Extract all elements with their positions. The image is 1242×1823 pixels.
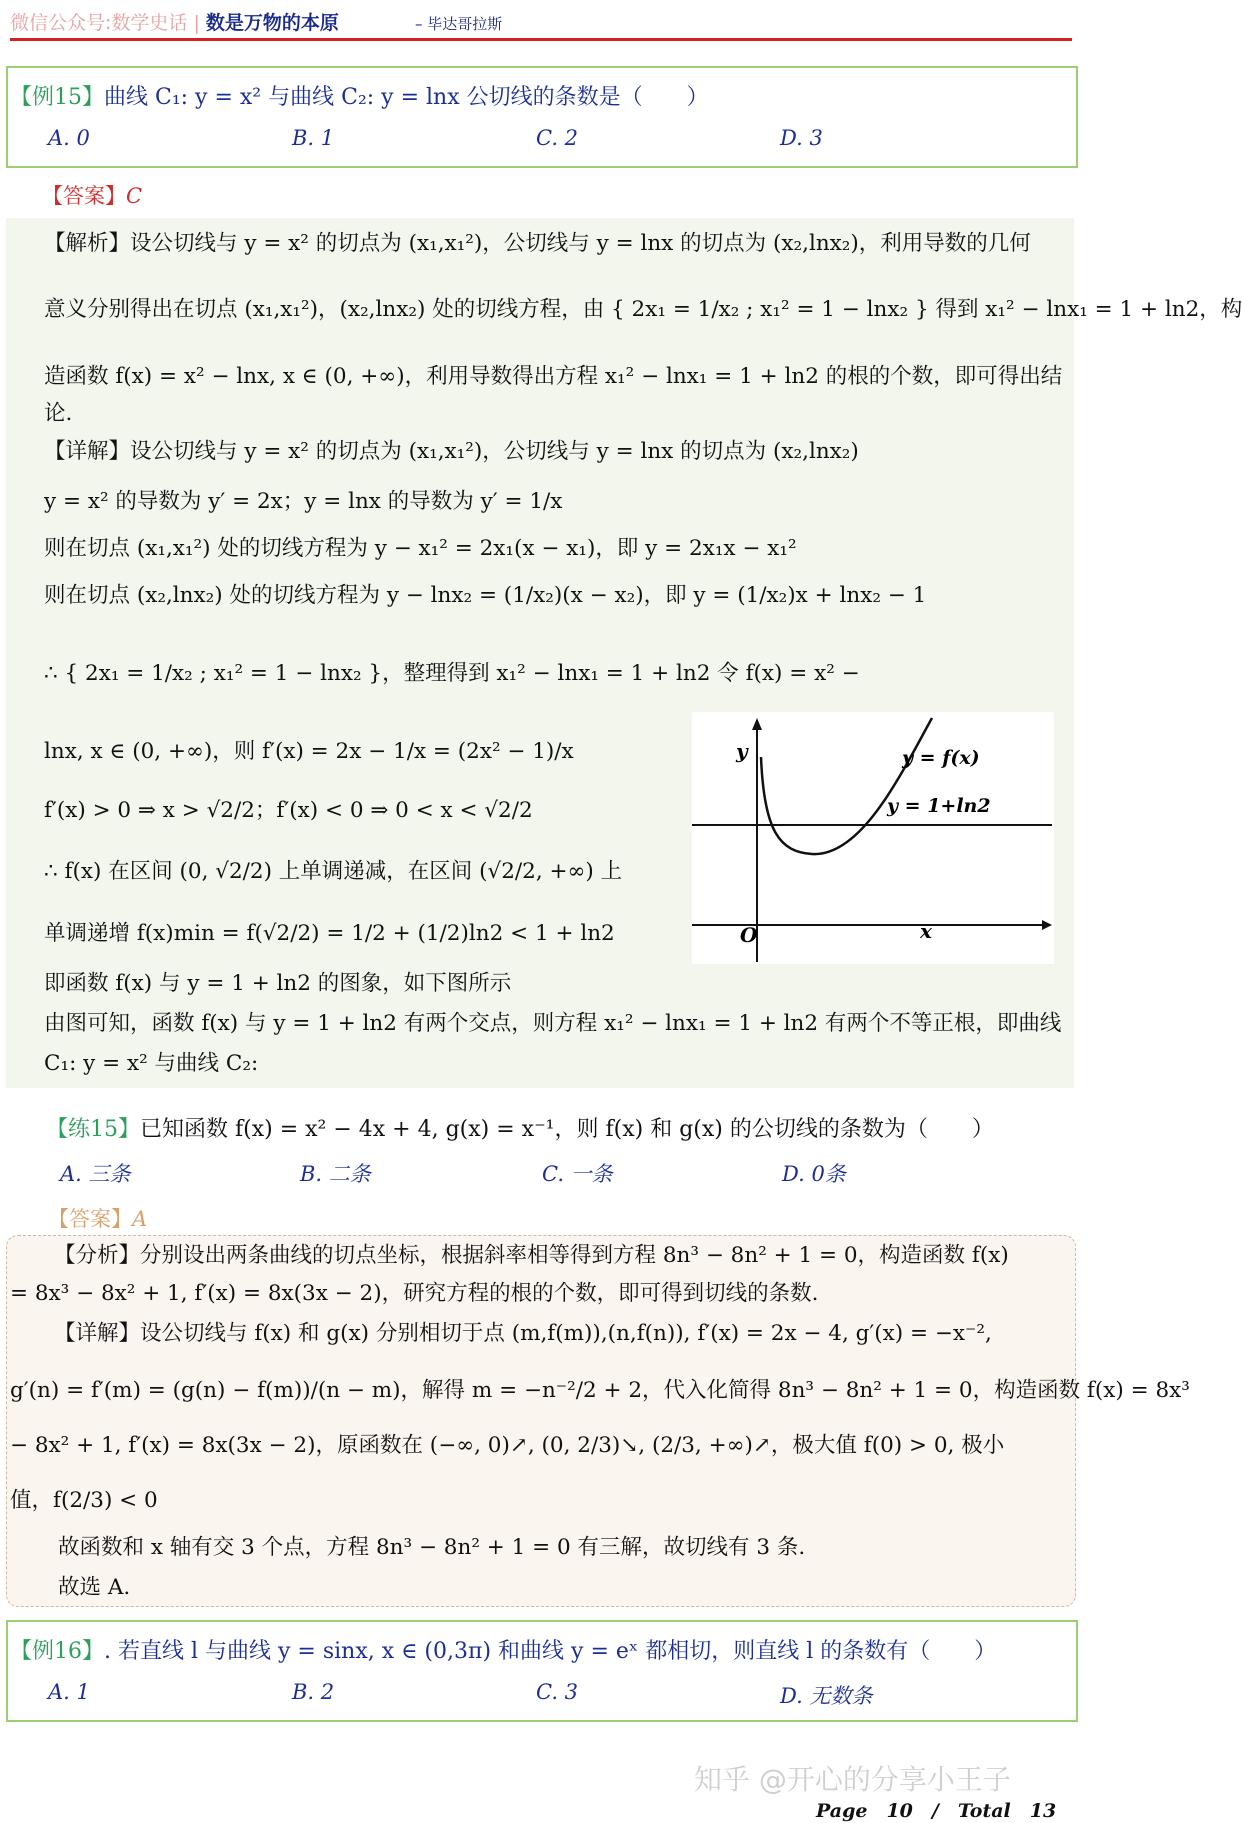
example-15-tag: 【例15】 (10, 85, 104, 110)
header-divider (10, 38, 1072, 41)
option-a: A. 0 (48, 126, 90, 150)
solution-line: 由图可知，函数 f(x) 与 y = 1 + ln2 有两个交点，则方程 x₁² − lnx₁ = 1 + ln2 有两个不等正根，即曲线 (44, 1011, 1062, 1036)
answer-value: A (132, 1207, 148, 1231)
example-15-text: 曲线 C₁: y = x² 与曲线 C₂: y = lnx 公切线的条数是（ ） (104, 85, 709, 110)
option-b: B. 二条 (300, 1162, 371, 1186)
example-16-text: . 若直线 l 与曲线 y = sinx, x ∈ (0,3π) 和曲线 y = eˣ 都相切，则直线 l 的条数有（ ） (104, 1639, 997, 1664)
solution-line: lnx, x ∈ (0, +∞)，则 f′(x) = 2x − 1/x = (2x² − 1)/x (44, 739, 574, 764)
solution-line: g′(n) = f′(m) = (g(n) − f(m))/(n − m)，解得 m = −n⁻²/2 + 2，代入化简得 8n³ − 8n² + 1 = 0，构造函数 f(x) = 8x³ (10, 1378, 1190, 1403)
solution-line: 造函数 f(x) = x² − lnx, x ∈ (0, +∞)，利用导数得出方程 x₁² − lnx₁ = 1 + ln2 的根的个数，即可得出结 (44, 364, 1063, 389)
x-axis-label: x (920, 919, 932, 943)
solution-line: 即函数 f(x) 与 y = 1 + ln2 的图象，如下图所示 (44, 971, 512, 996)
solution-line: y = x² 的导数为 y′ = 2x；y = lnx 的导数为 y′ = 1/x (44, 489, 563, 514)
solution-line: 则在切点 (x₁,x₁²) 处的切线方程为 y − x₁² = 2x₁(x − x₁)，即 y = 2x₁x − x₁² (44, 536, 797, 561)
origin-label: O (740, 923, 758, 947)
example-16-options (0, 1680, 1080, 1710)
solution-line: C₁: y = x² 与曲线 C₂: (44, 1051, 259, 1076)
option-d: D. 0条 (782, 1162, 846, 1186)
option-c: C. 一条 (542, 1162, 613, 1186)
option-d: D. 3 (780, 126, 823, 150)
solution-line: ∴ f(x) 在区间 (0, √2/2) 上单调递减，在区间 (√2/2, +∞) 上 (44, 859, 623, 884)
answer-tag: 【答案】 (48, 1207, 132, 1231)
answer-value: C (126, 184, 143, 208)
example-15-options (0, 126, 1080, 156)
solution-line: − 8x² + 1, f′(x) = 8x(3x − 2)，原函数在 (−∞, 0)↗, (0, 2/3)↘, (2/3, +∞)↗，极大值 f(0) > 0, 极小 (10, 1433, 1005, 1458)
example-15-answer (42, 180, 142, 210)
header-account: 微信公众号:数学史话 (10, 12, 188, 34)
solution-line: ∴ { 2x₁ = 1/x₂ ; x₁² = 1 − lnx₂ }，整理得到 x₁² − lnx₁ = 1 + ln2 令 f(x) = x² − (44, 661, 860, 686)
solution-line: 【详解】设公切线与 y = x² 的切点为 (x₁,x₁²)，公切线与 y = lnx 的切点为 (x₂,lnx₂) (44, 439, 859, 464)
practice-15-text: 已知函数 f(x) = x² − 4x + 4, g(x) = x⁻¹，则 f(x) 和 g(x) 的公切线的条数为（ ） (140, 1117, 994, 1142)
solution-line: 故选 A. (58, 1575, 131, 1600)
option-a: A. 1 (48, 1680, 90, 1704)
solution-line: 【解析】设公切线与 y = x² 的切点为 (x₁,x₁²)，公切线与 y = lnx 的切点为 (x₂,lnx₂)，利用导数的几何 (44, 231, 1031, 256)
solution-line: = 8x³ − 8x² + 1, f′(x) = 8x(3x − 2)，研究方程的根的个数，即可得到切线的条数. (10, 1281, 819, 1306)
option-d: D. 无数条 (780, 1684, 873, 1708)
page-header (10, 8, 502, 35)
option-c: C. 3 (536, 1680, 579, 1704)
example-16-tag: 【例16】 (10, 1639, 104, 1664)
practice-15-question (46, 1112, 994, 1143)
solution-line: 意义分别得出在切点 (x₁,x₁²)，(x₂,lnx₂) 处的切线方程，由 { 2x₁ = 1/x₂ ; x₁² = 1 − lnx₂ } 得到 x₁² − lnx₁ = 1 + ln2，构 (44, 297, 1242, 322)
option-a: A. 三条 (60, 1162, 131, 1186)
option-b: B. 1 (292, 126, 335, 150)
practice-15-answer (48, 1203, 147, 1233)
y-axis-label: y (736, 739, 748, 763)
option-b: B. 2 (292, 1680, 335, 1704)
solution-line: 值，f(2/3) < 0 (10, 1488, 158, 1513)
answer-tag: 【答案】 (42, 184, 126, 208)
solution-line: 单调递增 f(x)min = f(√2/2) = 1/2 + (1/2)ln2 < 1 + ln2 (44, 921, 615, 946)
solution-line: 故函数和 x 轴有交 3 个点，方程 8n³ − 8n² + 1 = 0 有三解，故切线有 3 条. (58, 1535, 806, 1560)
header-separator: | (193, 12, 200, 34)
solution-line: 【详解】设公切线与 f(x) 和 g(x) 分别相切于点 (m,f(m)),(n,f(n)), f′(x) = 2x − 4, g′(x) = −x⁻², (54, 1321, 992, 1346)
line-label: y = 1+ln2 (887, 795, 991, 817)
solution-line: f′(x) > 0 ⇒ x > √2/2；f′(x) < 0 ⇒ 0 < x < √2/2 (44, 798, 533, 823)
page-number: Page 10 / Total 13 (816, 1800, 1057, 1822)
example-16-question (10, 1634, 996, 1665)
example-15-question (10, 80, 709, 111)
solution-line: 论. (44, 401, 73, 426)
option-c: C. 2 (536, 126, 579, 150)
curve-label: y = f(x) (902, 747, 980, 769)
solution-line: 则在切点 (x₂,lnx₂) 处的切线方程为 y − lnx₂ = (1/x₂)(x − x₂)，即 y = (1/x₂)x + lnx₂ − 1 (44, 583, 927, 608)
header-motto: 数是万物的本原 (205, 12, 339, 34)
solution-line: 【分析】分别设出两条曲线的切点坐标，根据斜率相等得到方程 8n³ − 8n² + 1 = 0，构造函数 f(x) (54, 1243, 1009, 1268)
practice-15-tag: 【练15】 (46, 1117, 140, 1142)
header-author: – 毕达哥拉斯 (414, 15, 503, 33)
watermark: 知乎 @开心的分享小王子 (694, 1763, 1011, 1796)
function-graph (692, 712, 1054, 964)
practice-15-options (0, 1158, 1080, 1188)
